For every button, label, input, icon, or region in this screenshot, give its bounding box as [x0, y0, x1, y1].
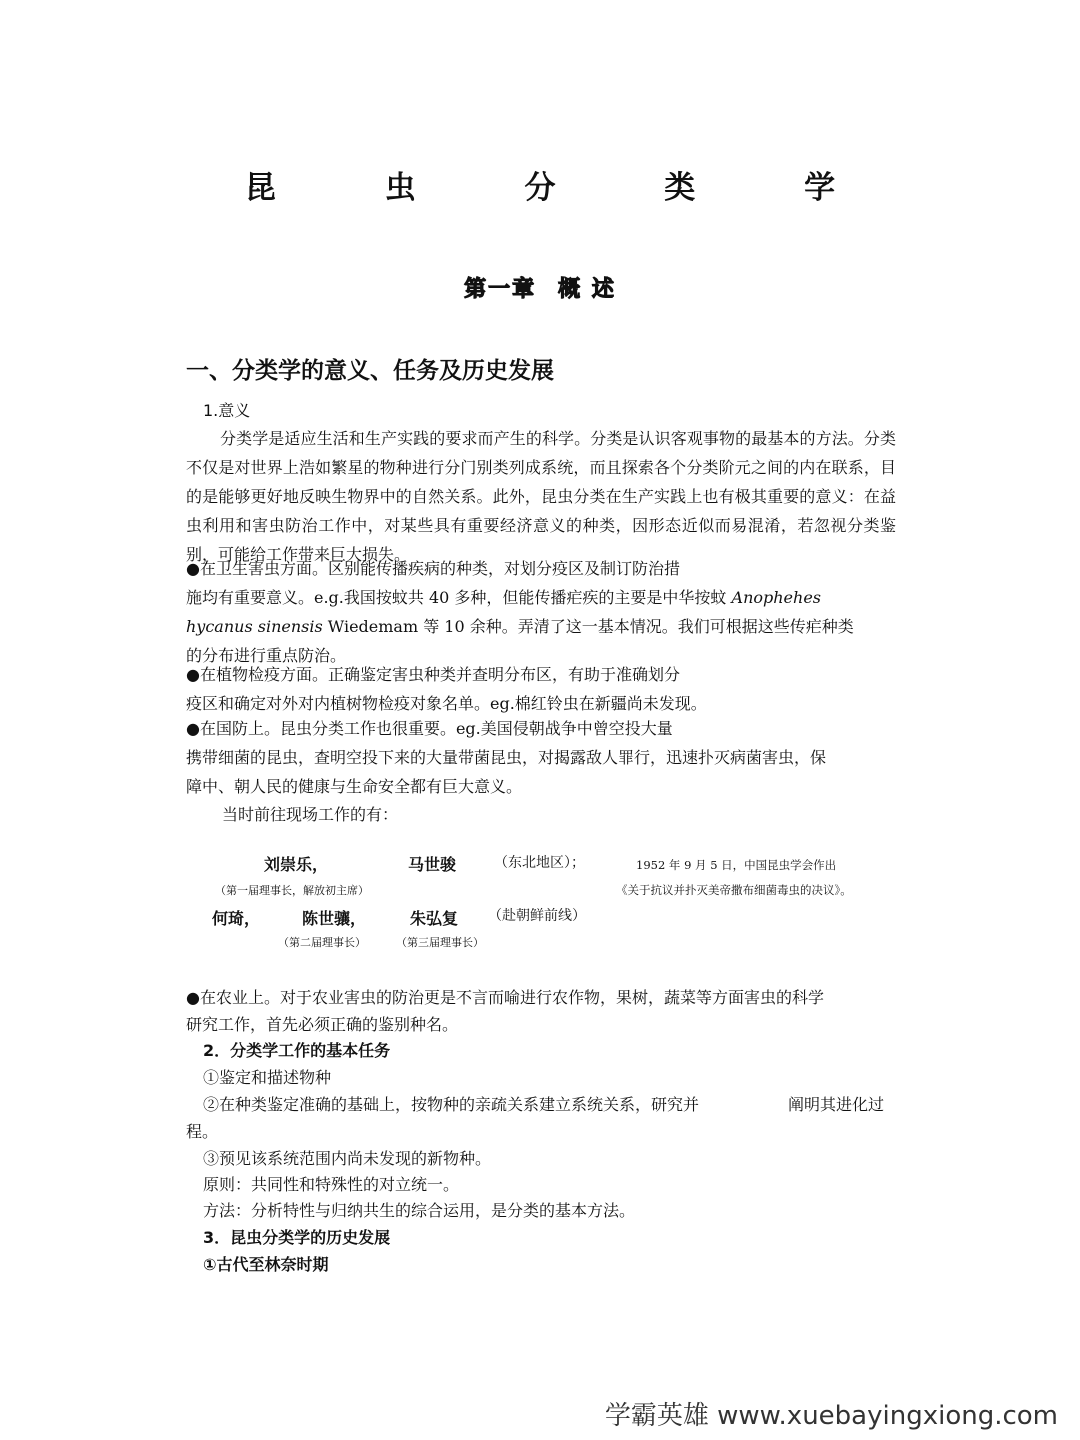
person-liu: 刘崇乐，: [264, 855, 329, 874]
task-item-2: ②在种类鉴定准确的基础上，按物种的亲疏关系建立系统关系，研究并: [203, 1095, 700, 1114]
task-item-3: ③预见该系统范围内尚未发现的新物种。: [203, 1149, 492, 1168]
meaning-heading: 1.意义: [203, 401, 251, 420]
task-item-2-cont: 阐明其进化过: [788, 1095, 885, 1114]
bullet-quarantine-line1: ●在植物检疫方面。正确鉴定害虫种类并查明分布区，有助于准确划分: [186, 665, 680, 684]
document-title: 昆 虫 分 类 学: [244, 170, 885, 206]
liu-note: （第一届理事长，解放初主席）: [215, 884, 369, 897]
history-heading: 3．昆虫分类学的历史发展: [203, 1228, 391, 1247]
bullet-quarantine-line2: 疫区和确定对外对内植树物检疫对象名单。eg.棉红铃虫在新疆尚未发现。: [186, 694, 707, 713]
event-line2: 《关于抗议并扑灭美帝撒布细菌毒虫的决议》。: [616, 883, 852, 897]
bullet-defense-line2: 携带细菌的昆虫，查明空投下来的大量带菌昆虫，对揭露敌人罪行，迅速扑灭病菌害虫，保: [186, 748, 827, 767]
bullet-defense-line3: 障中、朝人民的健康与生命安全都有巨大意义。: [186, 777, 523, 796]
chapter-heading: [0, 272, 1080, 303]
principle: 原则：共同性和特殊性的对立统一。: [203, 1175, 460, 1194]
field-intro: 当时前往现场工作的有：: [222, 805, 399, 824]
bullet-hygiene-line2: 施均有重要意义。e.g.我国按蚊共 40 多种，但能传播疟疾的主要是中华按蚊 Anophehes: [186, 588, 822, 607]
bullet-hygiene-line4: 的分布进行重点防治。: [186, 646, 347, 665]
event-line1: 1952 年 9 月 5 日，中国昆虫学会作出: [636, 858, 837, 872]
chapter-title: 概 述: [558, 277, 616, 302]
meaning-paragraph: 分类学是适应生活和生产实践的要求而产生的科学。分类是认识客观事物的最基本的方法。分类不仅是对世界上浩如繁星的物种进行分门别类列成系统，而且探索各个分类阶元之间的内在联系，目的是能够更好地反映生物界中的自然关系。此外，昆虫分类在生产实践上也有极其重要的意义：在益虫利用和害虫防治工作中，对某些具有重要经济意义的种类，因形态近似而易混淆，若忽视分类鉴别，可能给工作带来巨大损失。: [186, 429, 896, 564]
bullet-defense-line1: ●在国防上。昆虫分类工作也很重要。eg.美国侵朝战争中曾空投大量: [186, 719, 673, 738]
person-chen: 陈世骧，: [302, 909, 367, 928]
person-he: 何琦，: [212, 909, 261, 928]
history-item-1: ①古代至林奈时期: [203, 1255, 329, 1274]
region-korea: （赴朝鲜前线）: [488, 908, 586, 924]
person-ma: 马世骏: [408, 855, 457, 874]
task-item-2-end: 程。: [186, 1122, 219, 1141]
chen-note: （第二届理事长）: [278, 936, 366, 949]
zhu-note: （第三届理事长）: [396, 936, 484, 949]
chapter-number: 第一章: [464, 277, 537, 302]
tasks-heading: 2．分类学工作的基本任务: [203, 1041, 391, 1060]
bullet-agriculture-line2: 研究工作，首先必须正确的鉴别种名。: [186, 1015, 459, 1034]
section-heading: 一、分类学的意义、任务及历史发展: [186, 358, 554, 384]
region-northeast: （东北地区）；: [494, 855, 585, 871]
watermark: 学霸英雄 www.xuebayingxiong.com: [604, 1401, 1058, 1431]
species-name-part2: hycanus sinensis: [186, 617, 323, 636]
person-zhu: 朱弘复: [410, 909, 459, 928]
bullet-hygiene-line3: hycanus sinensis Wiedemam 等 10 余种。弄清了这一基本情况。我们可根据这些传疟种类: [186, 617, 854, 636]
bullet-hygiene-line1: ●在卫生害虫方面。区别能传播疾病的种类，对划分疫区及制订防治措: [186, 559, 680, 578]
bullet-agriculture-line1: ●在农业上。对于农业害虫的防治更是不言而喻进行农作物，果树，蔬菜等方面害虫的科学: [186, 988, 824, 1007]
task-item-1: ①鉴定和描述物种: [203, 1068, 332, 1087]
method: 方法：分析特性与归纳共生的综合运用，是分类的基本方法。: [203, 1201, 636, 1220]
species-name-part1: Anophehes: [731, 588, 822, 607]
